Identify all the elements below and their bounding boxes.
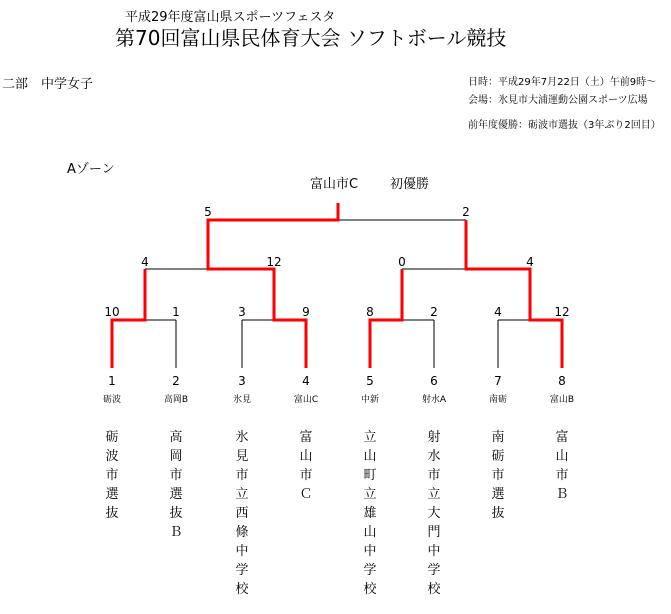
team-short-name: 射水A [421, 395, 447, 405]
event-venue: 会場：氷見市大浦運動公園スポーツ広場 [468, 95, 648, 106]
subtitle: 平成29年度富山県スポーツフェスタ [125, 10, 336, 25]
score-sf2-right: 4 [526, 255, 534, 269]
score-final-left: 5 [204, 205, 212, 219]
team-seed: 6 [430, 374, 438, 388]
score-sf1-right: 12 [266, 255, 282, 269]
team-full-name: 立山町立雄山中学校 [363, 430, 377, 597]
champion-label: 初優勝 [390, 177, 430, 192]
team-seed: 2 [172, 374, 180, 388]
team-seed: 7 [494, 374, 502, 388]
score-r1-m3-right: 2 [430, 305, 438, 319]
bracket-lines [145, 220, 530, 368]
team-seed: 1 [108, 374, 116, 388]
team-full-name: 砺波市選抜 [105, 430, 119, 521]
event-date: 日時：平成29年7月22日（土）午前9時～ [468, 77, 657, 88]
winner-line-team-5 [370, 269, 402, 368]
score-sf1-left: 4 [141, 255, 149, 269]
team-short-name: 中新 [360, 395, 380, 405]
score-final-right: 2 [462, 205, 470, 219]
division-label: 二部 中学女子 [2, 77, 94, 92]
winner-line-team-8 [466, 220, 562, 368]
team-seed: 3 [238, 374, 246, 388]
page-title: 第70回富山県民体育大会 ソフトボール競技 [115, 26, 507, 50]
team-short-name: 南砺 [488, 395, 508, 405]
score-r1-m2-left: 3 [238, 305, 246, 319]
score-r1-m3-left: 8 [366, 305, 374, 319]
team-short-name: 高岡B [163, 395, 189, 405]
team-full-name: 氷見市立西條中学校 [235, 430, 249, 597]
team-full-name: 高岡市選抜Ｂ [169, 430, 183, 540]
team-full-name: 射水市立大門中学校 [427, 430, 441, 597]
team-short-name: 富山B [549, 395, 575, 405]
previous-winner: 前年度優勝：砺波市選抜（3年ぶり2回目） [468, 120, 661, 131]
team-short-name: 砺波 [102, 395, 122, 405]
score-r1-m2-right: 9 [302, 305, 310, 319]
team-short-name: 氷見 [232, 395, 252, 405]
winner-path-lines [112, 203, 562, 368]
team-full-name: 富山市Ｂ [555, 430, 569, 502]
team-seed: 8 [558, 374, 566, 388]
score-r1-m4-right: 12 [554, 305, 570, 319]
score-sf2-left: 0 [398, 255, 406, 269]
zone-label: Aゾーン [67, 162, 115, 177]
score-r1-m4-left: 4 [494, 305, 502, 319]
winner-line-team-4 [208, 203, 338, 368]
score-r1-m1-right: 1 [172, 305, 180, 319]
champion-team: 富山市C [310, 177, 359, 192]
team-seed: 5 [366, 374, 374, 388]
team-full-name: 富山市Ｃ [299, 430, 313, 502]
team-seed: 4 [302, 374, 310, 388]
score-r1-m1-left: 10 [104, 305, 120, 319]
team-short-name: 富山C [293, 395, 319, 405]
team-full-name: 南砺市選抜 [491, 430, 505, 521]
